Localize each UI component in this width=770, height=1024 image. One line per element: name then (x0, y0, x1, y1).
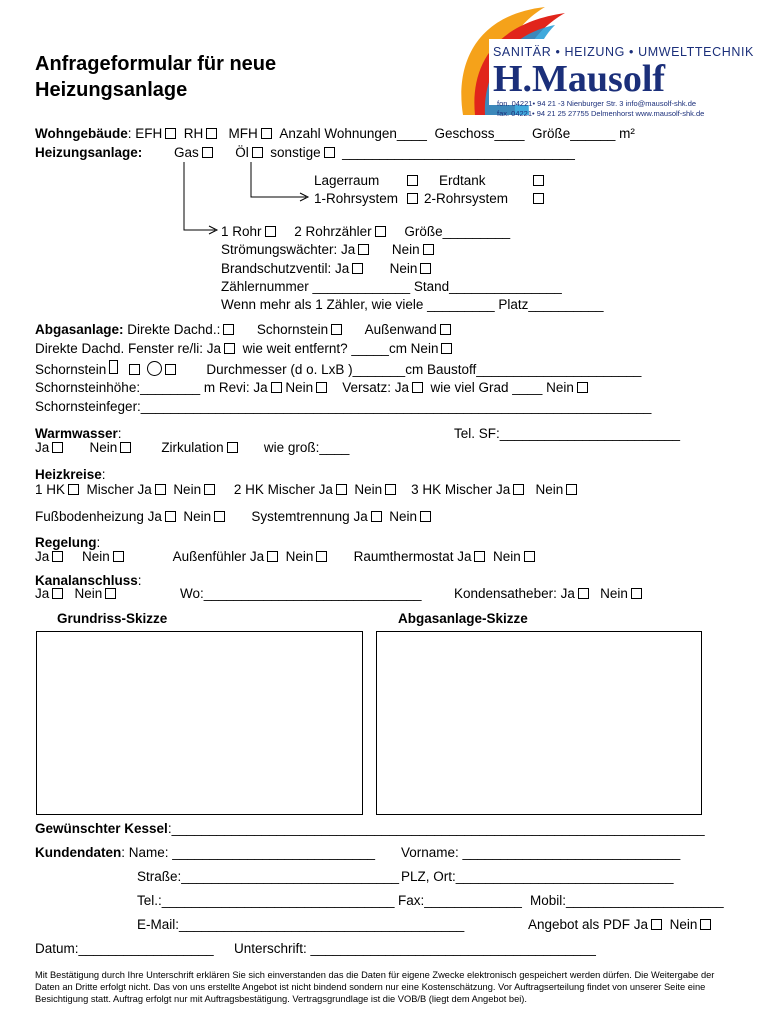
raumthermostat-nein-label: Nein (492, 549, 521, 564)
pdf-nein-checkbox[interactable] (700, 919, 711, 930)
logo-name: H.Mausolf (493, 58, 666, 100)
schornstein-round-checkbox[interactable] (147, 361, 162, 376)
zwei-rohr-checkbox[interactable] (375, 226, 386, 237)
kondensat-row (454, 586, 642, 602)
heizkreise-row (35, 482, 577, 498)
durchmesser-field[interactable]: Durchmesser (d o. LxB )_______cm Baustoff______________________ (206, 362, 642, 377)
heizkreise-colon: : (101, 467, 106, 482)
aussenwand-label: Außenwand (364, 322, 437, 337)
ww-ja-checkbox[interactable] (52, 442, 63, 453)
aussenfuehler-ja-checkbox[interactable] (267, 551, 278, 562)
rh-label: RH (183, 126, 204, 141)
oel-label: Öl (235, 145, 249, 160)
schornstein-checkbox[interactable] (331, 324, 342, 335)
hk2-nein-label: Nein (354, 482, 383, 497)
lagerraum-label: Lagerraum (314, 173, 380, 188)
aussenfuehler-nein-label: Nein (285, 549, 314, 564)
fax-field[interactable]: Fax:_____________ (398, 893, 522, 908)
mischer1-nein-checkbox[interactable] (204, 484, 215, 495)
hk3-ja-checkbox[interactable] (513, 484, 524, 495)
logo-contact-line1: fon. 04221• 94 21 -3 Nienburger Str. 3 info@mausolf-shk.de (497, 99, 697, 108)
versatz-label: Versatz: Ja (342, 380, 409, 395)
warmwasser-row (35, 440, 349, 456)
mobil-field[interactable]: Mobil:_____________________ (530, 893, 724, 908)
raumthermostat-ja-checkbox[interactable] (474, 551, 485, 562)
entfernt-field[interactable]: wie weit entfernt? _____cm Nein (242, 341, 439, 356)
brandschutz-row (221, 261, 431, 277)
warmwasser-label: Warmwasser (35, 426, 118, 441)
aussenfuehler-label: Außenfühler Ja (172, 549, 265, 564)
kanal-ja-checkbox[interactable] (52, 588, 63, 599)
rohrsystem2-checkbox[interactable] (533, 193, 544, 204)
schornstein-round-box[interactable] (165, 364, 176, 375)
rohrsystem2-label: 2-Rohrsystem (424, 191, 509, 206)
fenster-nein-checkbox[interactable] (441, 343, 452, 354)
vorname-field[interactable]: Vorname: _____________________________ (401, 845, 681, 860)
stroemung-label: Strömungswächter: Ja (221, 242, 356, 257)
wenn-mehr-field[interactable]: Wenn mehr als 1 Zähler, wie viele _________ Platz__________ (221, 297, 604, 312)
sonstige-field[interactable]: _______________________________ (342, 145, 575, 160)
rohr-groesse-field[interactable]: Größe_________ (404, 224, 511, 239)
versatz-ja-checkbox[interactable] (412, 382, 423, 393)
kunde-row1 (35, 845, 375, 861)
fenster-ja-checkbox[interactable] (224, 343, 235, 354)
logo-contact-line2: fax. 04221• 94 21 25 27755 Delmenhorst www.mausolf-shk.de (497, 108, 705, 118)
direkte-checkbox[interactable] (223, 324, 234, 335)
plz-field[interactable]: PLZ, Ort:_____________________________ (401, 869, 674, 884)
ein-rohr-checkbox[interactable] (265, 226, 276, 237)
page-subtitle: Heizungsanlage (35, 79, 188, 101)
systemtrennung-nein-label: Nein (389, 509, 417, 524)
kanal-label: Kanalanschluss (35, 573, 138, 588)
pdf-nein-label: Nein (669, 917, 698, 932)
grad-field[interactable]: wie viel Grad ____ Nein (430, 380, 574, 395)
brandschutz-ja-checkbox[interactable] (352, 263, 363, 274)
warmwasser-colon: : (117, 426, 122, 441)
regelung-label: Regelung (35, 535, 97, 550)
hk2-ja-checkbox[interactable] (336, 484, 347, 495)
hk3-nein-label: Nein (535, 482, 564, 497)
regelung-row (35, 549, 535, 565)
mfh-label: MFH (228, 126, 258, 141)
ww-nein-checkbox[interactable] (120, 442, 131, 453)
fussboden-nein-label: Nein (183, 509, 212, 524)
kondensat-ja-checkbox[interactable] (578, 588, 589, 599)
zwei-rohr-label: 2 Rohrzähler (294, 224, 372, 239)
revi-ja-checkbox[interactable] (271, 382, 282, 393)
hk2-nein-checkbox[interactable] (385, 484, 396, 495)
page-title: Anfrageformular für neue (35, 53, 277, 75)
erdtank-checkbox[interactable] (533, 175, 544, 186)
zirkulation-checkbox[interactable] (227, 442, 238, 453)
hk3-label: 3 HK Mischer Ja (411, 482, 511, 497)
hoehe-field[interactable]: Schornsteinhöhe:________ m Revi: Ja (35, 380, 268, 395)
regelung-ja-checkbox[interactable] (52, 551, 63, 562)
regelung-nein-checkbox[interactable] (113, 551, 124, 562)
hk1-label: 1 HK (35, 482, 66, 497)
brandschutz-label: Brandschutzventil: Ja (221, 261, 350, 276)
kanal-ja-label: Ja (35, 586, 50, 601)
regelung-nein-label: Nein (82, 549, 110, 564)
revi-nein-label: Nein (285, 380, 314, 395)
efh-label: : EFH (127, 126, 163, 141)
mischer1-ja-checkbox[interactable] (155, 484, 166, 495)
abgas-label: Abgasanlage: (35, 322, 124, 337)
systemtrennung-ja-checkbox[interactable] (371, 511, 382, 522)
hk1-checkbox[interactable] (68, 484, 79, 495)
kessel-label: Gewünschter Kessel (35, 821, 168, 836)
abgas-row3 (35, 360, 641, 378)
rohr-row (221, 224, 510, 240)
stroemung-nein-label: Nein (391, 242, 420, 257)
wie-gross-field[interactable]: wie groß:____ (263, 440, 350, 455)
schornstein-form-label: Schornstein (35, 362, 107, 377)
regelung-colon: : (96, 535, 101, 550)
raumthermostat-label: Raumthermostat Ja (353, 549, 472, 564)
name-field[interactable]: : Name: ___________________________ (121, 845, 375, 860)
abgas-row2 (35, 341, 452, 357)
heizkreise-heading (35, 467, 106, 483)
schornstein-label: Schornstein (256, 322, 329, 337)
systemtrennung-nein-checkbox[interactable] (420, 511, 431, 522)
fenster-label: Direkte Dachd. Fenster re/li: Ja (35, 341, 222, 356)
mischer1-label: Mischer Ja (86, 482, 152, 497)
grundriss-sketch-area[interactable] (36, 631, 363, 815)
kanal-nein-label: Nein (74, 586, 103, 601)
direkte-label: Direkte Dachd.: (123, 322, 221, 337)
fussboden-ja-checkbox[interactable] (165, 511, 176, 522)
regelung-ja-label: Ja (35, 549, 50, 564)
raumthermostat-nein-checkbox[interactable] (524, 551, 535, 562)
systemtrennung-label: Systemtrennung Ja (251, 509, 368, 524)
tel-sf-field[interactable]: Tel. SF:________________________ (454, 426, 680, 441)
tel-field[interactable]: Tel.:_______________________________ (137, 893, 395, 908)
schornstein-rect-checkbox[interactable] (109, 360, 118, 374)
kondensat-nein-label: Nein (600, 586, 628, 601)
kanal-row (35, 586, 116, 602)
stroemung-row (221, 242, 434, 258)
ww-nein-label: Nein (89, 440, 118, 455)
lagerraum-checkbox[interactable] (407, 175, 418, 186)
hk2-label: 2 HK Mischer Ja (233, 482, 333, 497)
wo-field[interactable]: Wo:_____________________________ (180, 586, 422, 601)
abgas-row4 (35, 380, 588, 396)
wohngebaeude-label: Wohngebäude (35, 126, 128, 141)
mischer1-nein-label: Nein (173, 482, 202, 497)
revi-nein-checkbox[interactable] (316, 382, 327, 393)
wohnungen-field[interactable]: Anzahl Wohnungen____ (279, 126, 427, 141)
aussenfuehler-nein-checkbox[interactable] (316, 551, 327, 562)
stroemung-ja-checkbox[interactable] (358, 244, 369, 255)
fussboden-row (35, 509, 431, 525)
abgas-row1 (35, 322, 451, 338)
geschoss-field[interactable]: Geschoss____ (434, 126, 525, 141)
logo-tagline: SANITÄR • HEIZUNG • UMWELTTECHNIK (493, 45, 754, 59)
fussboden-nein-checkbox[interactable] (214, 511, 225, 522)
versatz-nein-checkbox[interactable] (577, 382, 588, 393)
heizungsanlage-label: Heizungsanlage: (35, 145, 143, 160)
pdf-ja-checkbox[interactable] (651, 919, 662, 930)
kondensat-label: Kondensatheber: Ja (454, 586, 575, 601)
kanal-colon: : (137, 573, 142, 588)
brandschutz-nein-checkbox[interactable] (420, 263, 431, 274)
kondensat-nein-checkbox[interactable] (631, 588, 642, 599)
gas-label: Gas (174, 145, 199, 160)
schornsteinfeger-field[interactable]: Schornsteinfeger:____________________________________________________________________ (35, 399, 652, 414)
zaehlernummer-field[interactable]: Zählernummer _____________ Stand_______________ (221, 279, 562, 294)
grundriss-heading: Grundriss-Skizze (57, 611, 168, 626)
datum-field[interactable]: Datum:__________________ (35, 941, 214, 956)
kunde-label: Kundendaten (35, 845, 122, 860)
erdtank-label: Erdtank (439, 173, 486, 188)
fussboden-label: Fußbodenheizung Ja (35, 509, 162, 524)
email-field[interactable]: E-Mail:______________________________________ (137, 917, 465, 932)
hk3-nein-checkbox[interactable] (566, 484, 577, 495)
strasse-field[interactable]: Straße:_____________________________ (137, 869, 399, 884)
heizkreise-label: Heizkreise (35, 467, 102, 482)
pdf-label: Angebot als PDF Ja (528, 917, 649, 932)
rohrsystem1-label: 1-Rohrsystem (314, 191, 399, 206)
pdf-row (528, 917, 711, 933)
groesse-field[interactable]: Größe______ m² (532, 126, 635, 141)
unterschrift-field[interactable]: Unterschrift: ______________________________________ (234, 941, 596, 956)
ein-rohr-label: 1 Rohr (221, 224, 262, 239)
abgas-skizze-heading: Abgasanlage-Skizze (398, 611, 528, 626)
abgas-sketch-area[interactable] (376, 631, 702, 815)
rohrsystem1-checkbox[interactable] (407, 193, 418, 204)
brandschutz-nein-label: Nein (389, 261, 418, 276)
kanal-nein-checkbox[interactable] (105, 588, 116, 599)
kessel-row (35, 821, 705, 837)
zirkulation-label: Zirkulation (161, 440, 224, 455)
kessel-field[interactable]: :_______________________________________________________________________ (167, 821, 705, 836)
stroemung-nein-checkbox[interactable] (423, 244, 434, 255)
schornstein-square-checkbox[interactable] (129, 364, 140, 375)
aussenwand-checkbox[interactable] (440, 324, 451, 335)
footer-disclaimer: Mit Bestätigung durch Ihre Unterschrift erklären Sie sich einverstanden das die Daten für eigene Zwecke elektronisch gespeichert werden dürfen. Die Weitergabe der Daten an Dritte erfolgt nicht. Das von uns erstellte Angebot ist nicht bindend sondern nur eine Kostenschätzung. Vor Auftragserteilung findet von unserer Seite eine Besichtigung statt. Auftrag erfolgt nur mit Auftragsbestätigung. Vertragsgrundlage ist die VOB/B (liegt dem Angebot bei). (35, 970, 715, 1005)
sonstige-label: sonstige (270, 145, 321, 160)
ww-ja-label: Ja (35, 440, 50, 455)
